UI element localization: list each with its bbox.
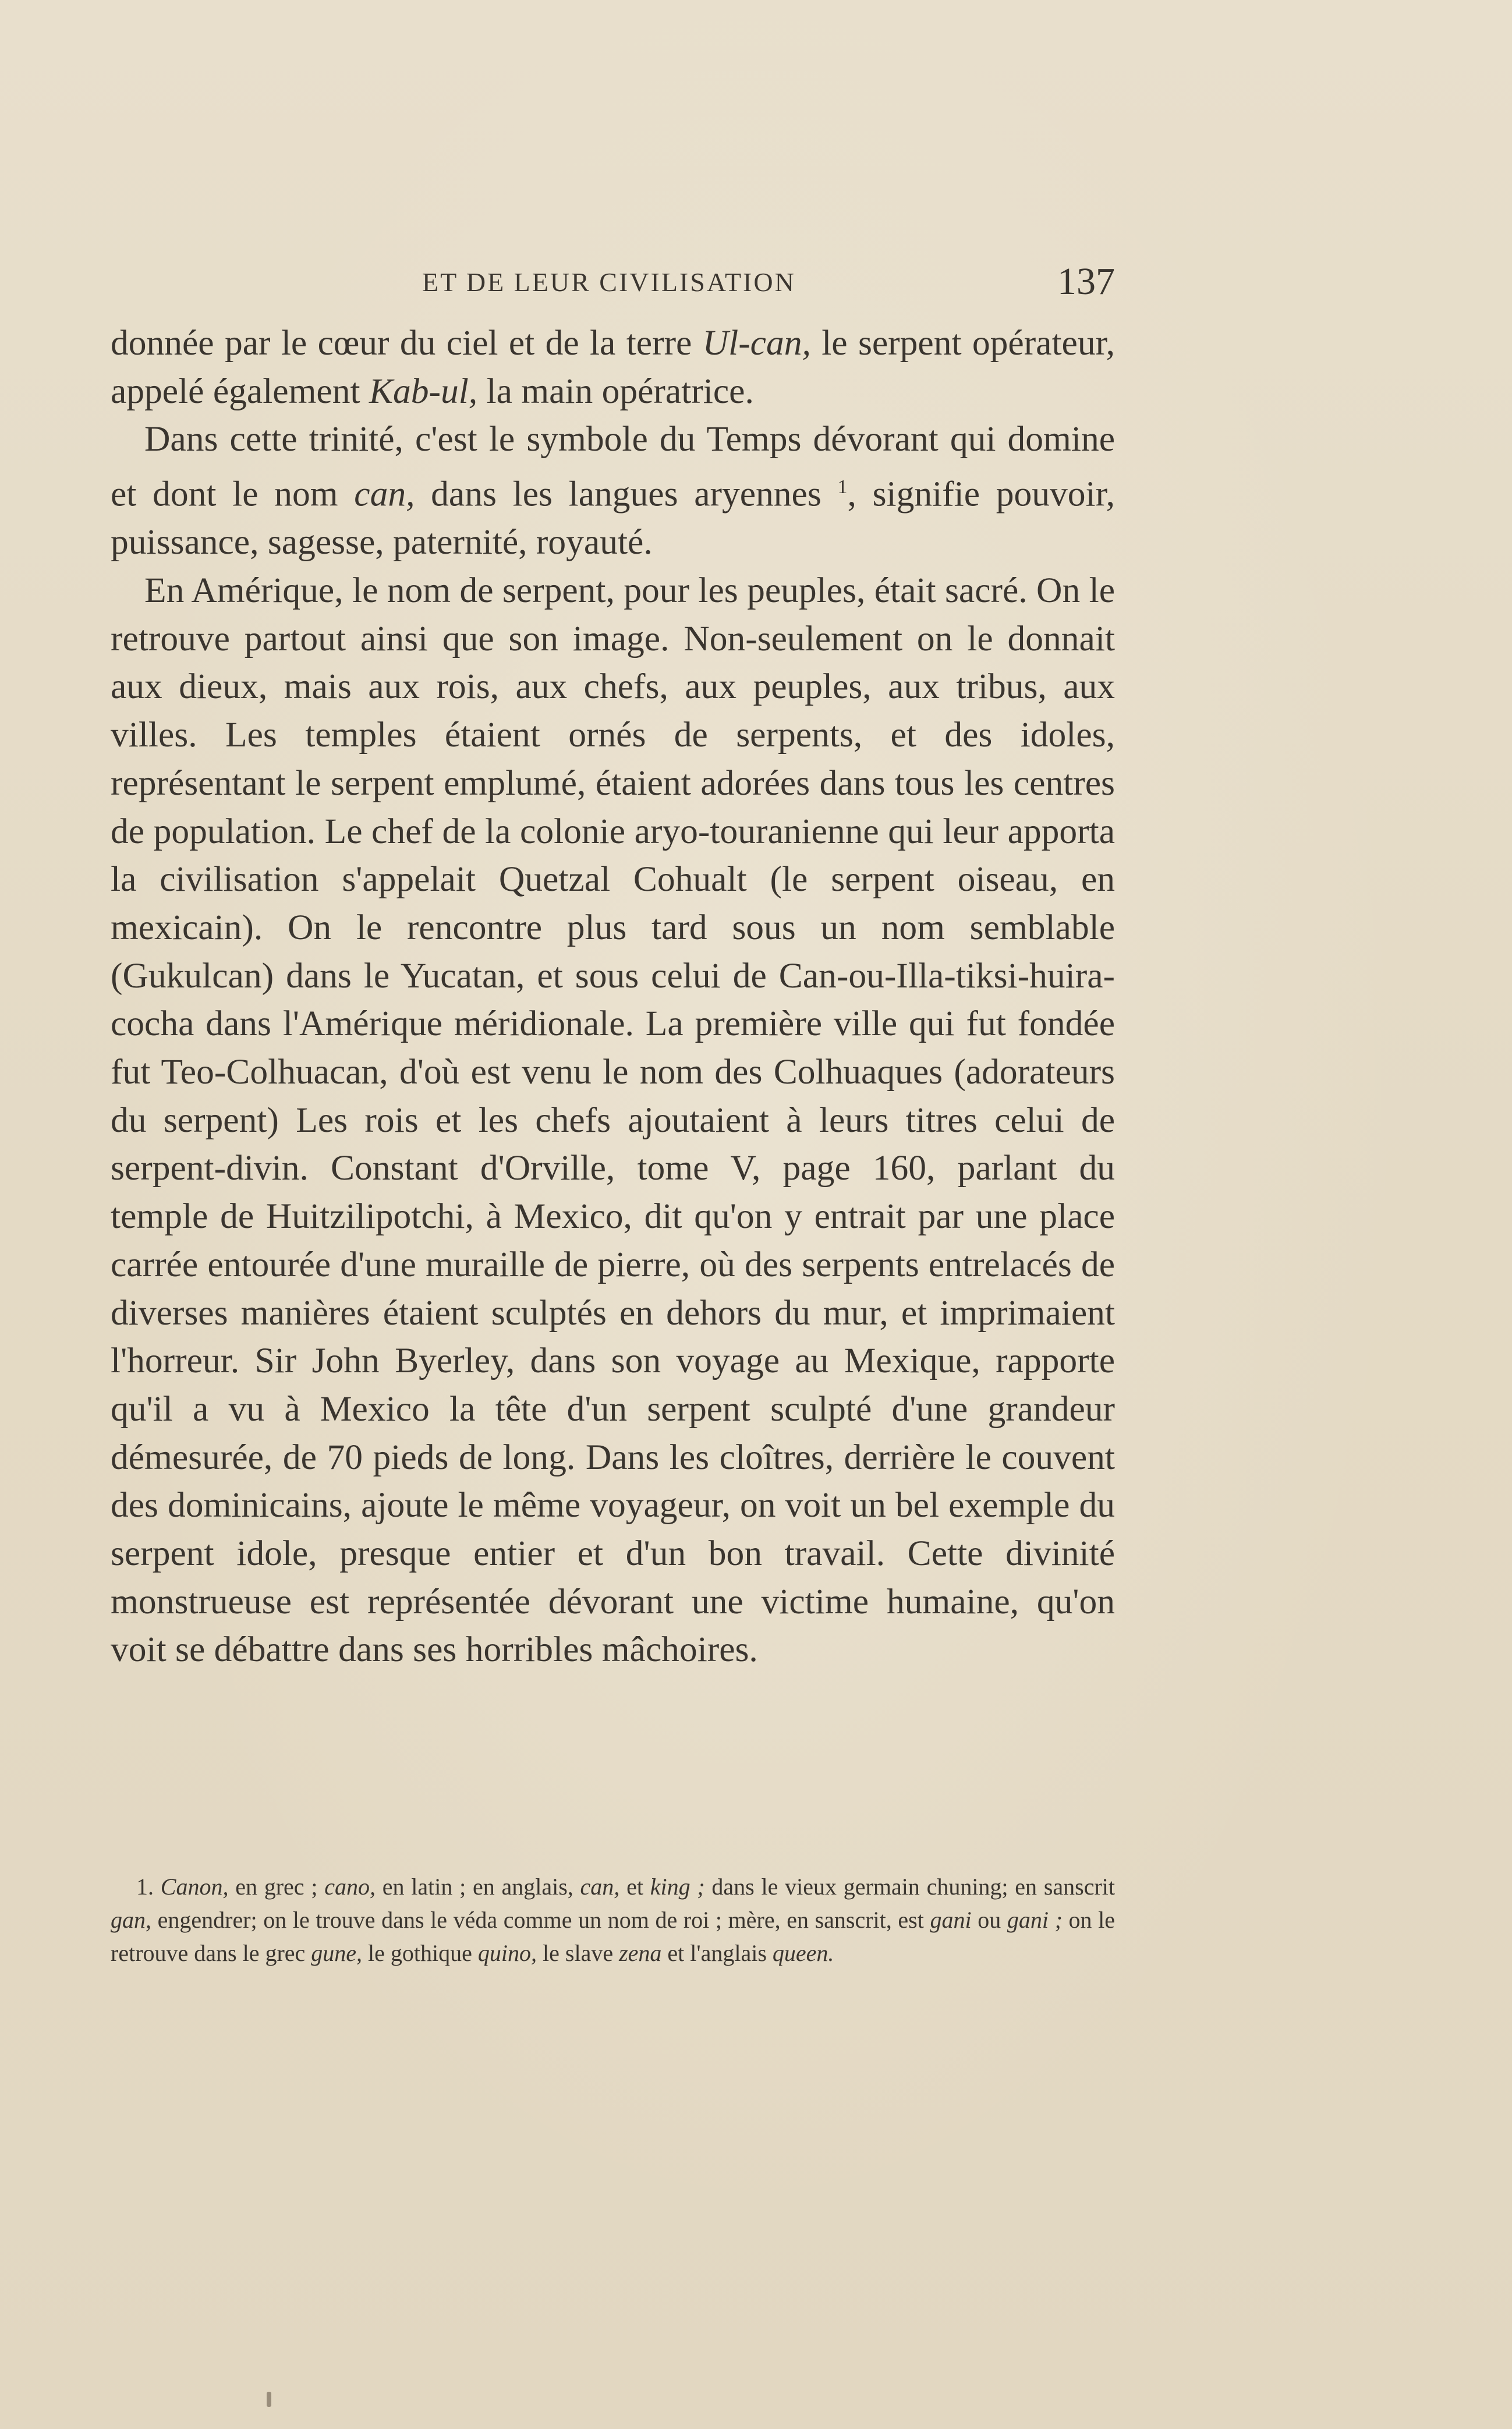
- fn-italic-2: cano,: [324, 1874, 376, 1900]
- footnote-1: [111, 1870, 1115, 1970]
- p1-text-3: la main opératrice.: [477, 371, 754, 411]
- fn-italic-6: gani: [930, 1907, 972, 1933]
- page-number: 137: [1057, 260, 1115, 303]
- fn-italic-8: gune,: [311, 1940, 363, 1966]
- running-title: ET DE LEUR CIVILISATION: [422, 267, 796, 297]
- ink-mark: [267, 2392, 271, 2407]
- fn-text-2: en latin ; en anglais,: [375, 1874, 580, 1900]
- fn-text-9: le slave: [537, 1940, 619, 1966]
- fn-text-4: dans le vieux germain chuning; en sanscrit: [704, 1874, 1116, 1900]
- fn-italic-5: gan,: [111, 1907, 151, 1933]
- running-header: [111, 260, 1115, 304]
- p1-text-2: le serpent opérateur, appelé également: [111, 323, 1115, 411]
- fn-italic-10: zena: [619, 1940, 662, 1966]
- p2-text-1: Dans cette trinité, c'est le symbole du Temps dévorant qui domine et dont le nom: [111, 419, 1115, 514]
- fn-italic-11: queen.: [772, 1940, 834, 1966]
- p1-italic-kabul: Kab-ul,: [369, 371, 478, 411]
- p1-italic-ulcan: Ul-can,: [702, 323, 811, 363]
- fn-italic-1: Canon,: [160, 1874, 229, 1900]
- fn-text-6: ou: [971, 1907, 1007, 1933]
- paragraph-2: [111, 415, 1115, 566]
- footnote-reference: 1: [837, 476, 848, 498]
- fn-italic-9: quino,: [477, 1940, 537, 1966]
- p2-italic-can: can,: [354, 474, 415, 514]
- fn-italic-4: king ;: [650, 1874, 705, 1900]
- p2-text-3: , signifie pouvoir, puissance, sagesse, paternité, royauté.: [111, 474, 1115, 562]
- fn-italic-7: gani ;: [1007, 1907, 1063, 1933]
- fn-text-1: en grec ;: [228, 1874, 325, 1900]
- paragraph-1: [111, 319, 1115, 415]
- fn-number: 1.: [136, 1874, 154, 1900]
- p2-text-2: dans les langues aryennes: [415, 474, 838, 514]
- fn-italic-3: can,: [580, 1874, 620, 1900]
- fn-text-8: le gothique: [362, 1940, 478, 1966]
- fn-text-7: on le retrouve dans le grec: [111, 1907, 1116, 1966]
- fn-text-10: et l'anglais: [661, 1940, 773, 1966]
- p1-text-1: donnée par le cœur du ciel et de la terre: [111, 323, 703, 363]
- paragraph-3: En Amérique, le nom de serpent, pour les peuples, était sacré. On le retrouve partout ainsi que son image. Non-seulement on le donnait aux dieux, mais aux rois, aux chefs, aux peuples, aux tribus, aux villes. Les temples étaient ornés de serpents, et des idoles, représentant le serpent emplumé, étaient adorées dans tous les centres de population. Le chef de la colonie aryo-touranienne qui leur apporta la civilisation s'appelait Quetzal Cohualt (le serpent oiseau, en mexicain). On le rencontre plus tard sous un nom semblable (Gukulcan) dans le Yucatan, et sous celui de Can-ou-Illa-tiksi-huira-cocha dans l'Amérique méridionale. La première ville qui fut fondée fut Teo-Colhuacan, d'où est venu le nom des Colhuaques (adorateurs du serpent) Les rois et les chefs ajoutaient à leurs titres celui de serpent-divin. Constant d'Orville, tome V, page 160, parlant du temple de Huitzilipotchi, à Mexico, dit qu'on y entrait par une place carrée entourée d'une muraille de pierre, où des serpents entrelacés de diverses manières étaient sculptés en dehors du mur, et imprimaient l'horreur. Sir John Byerley, dans son voyage au Mexique, rapporte qu'il a vu à Mexico la tête d'un serpent sculpté d'une grandeur démesurée, de 70 pieds de long. Dans les cloîtres, derrière le couvent des dominicains, ajoute le même voyageur, on voit un bel exemple du serpent idole, presque entier et d'un bon travail. Cette divinité monstrueuse est représentée dévorant une victime humaine, qu'on voit se débattre dans ses horribles mâchoires.: [111, 571, 1115, 1670]
- footnote: [111, 1870, 1115, 1970]
- main-text: [111, 319, 1115, 1674]
- fn-text-3: et: [619, 1874, 650, 1900]
- fn-text-5: engendrer; on le trouve dans le véda comme un nom de roi ; mère, en sanscrit, est: [151, 1907, 930, 1933]
